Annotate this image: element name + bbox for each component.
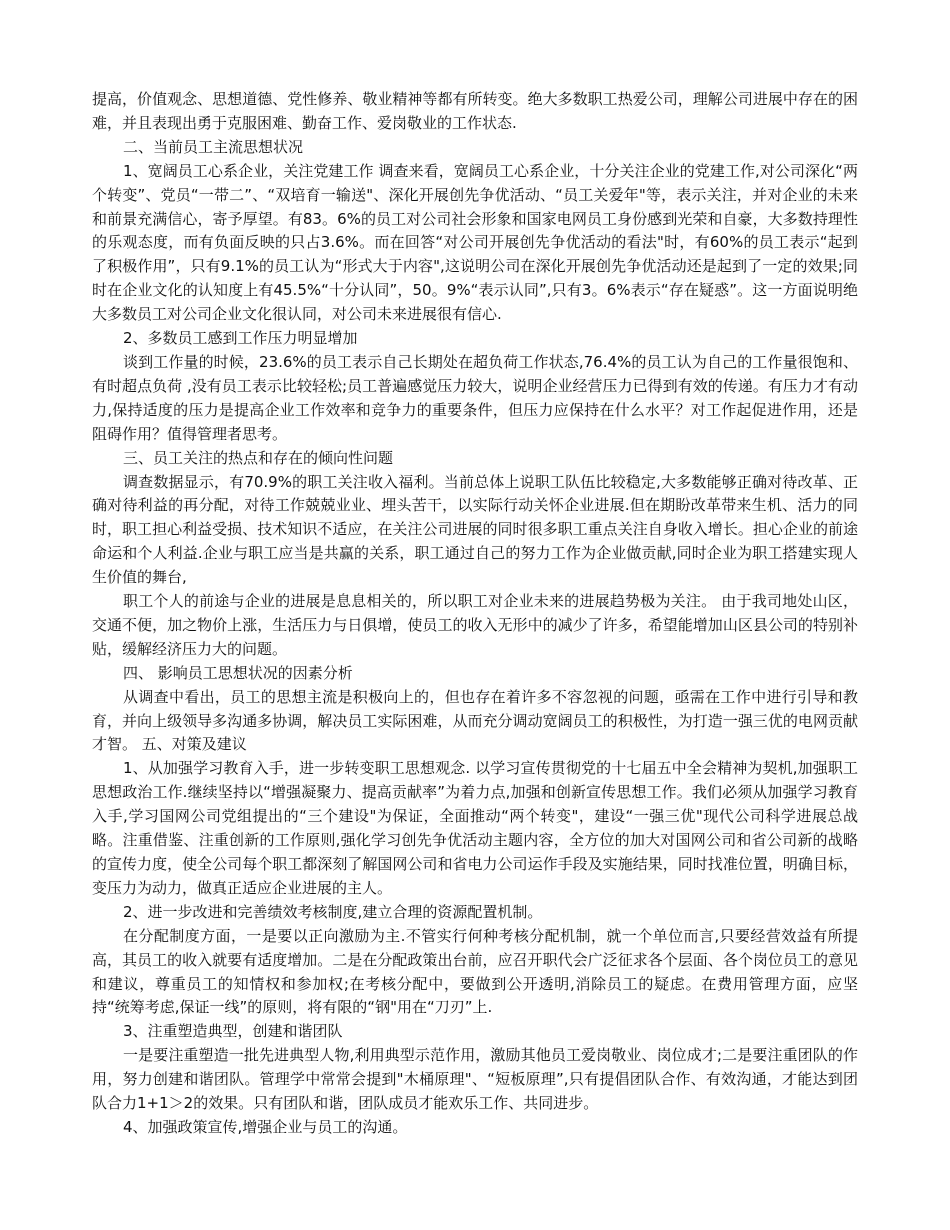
- paragraph-3-1: 调查数据显示，有70.9%的职工关注收入福利。当前总体上说职工队伍比较稳定,大多数能够正确对待改革、正确对待利益的再分配，对待工作兢兢业业、埋头苦干，以实际行动关怀企业进展.但在期盼改革带来生机、活力的同时，职工担心利益受损、技术知识不适应，在关注公司进展的同时很多职工重点关注自身收入增长。担心企业的前途命运和个人利益.企业与职工应当是共赢的关系，职工通过自己的努力工作为企业做贡献,同时企业为职工搭建实现人生价值的舞台,: [92, 472, 858, 587]
- section-heading-4: 四、 影响员工思想状况的因素分析: [123, 663, 353, 682]
- section-heading-3: 三、员工关注的热点和存在的倾向性问题: [123, 448, 394, 467]
- paragraph-5-2: 在分配制度方面，一是要以正向激励为主.不管实行何种考核分配机制，就一个单位而言,只要经营效益有所提高，其员工的收入就要有适度增加。二是在分配政策出台前，应召开职代会广泛征求各个层面、各个岗位员工的意见和建议，尊重员工的知情权和参加权;在考核分配中，要做到公开透明,消除员工的疑虑。在费用管理方面，应坚持“统筹考虑,保证一线”的原则，将有限的“钢"用在“刀刃”上.: [92, 926, 858, 1017]
- subheading-5-3: 3、注重塑造典型，创建和谐团队: [123, 1022, 343, 1041]
- paragraph-intro-continuation: 提高，价值观念、思想道德、党性修养、敬业精神等都有所转变。绝大多数职工热爱公司，理解公司进展中存在的困难，并且表现出勇于克服困难、勤奋工作、爱岗敬业的工作状态.: [92, 90, 858, 132]
- paragraph-2-1: 1、宽阔员工心系企业，关注党建工作 调查来看，宽阔员工心系企业，十分关注企业的党建工作,对公司深化“两个转变”、党员“一带二”、“双培育一输送"、深化开展创先争优活动、“员工关爱年"等，表示关注，并对企业的未来和前景充满信心，寄予厚望。有83。6%的员工对公司社会形象和国家电网员工身份感到光荣和自豪，大多数持理性的乐观态度，而有负面反映的只占3.6%。而在回答“对公司开展创先争优活动的看法"时，有60%的员工表示“起到了积极作用”，只有9.1%的员工认为“形式大于内容",这说明公司在深化开展创先争优活动还是起到了一定的效果;同时在企业文化的认知度上有45.5%“十分认同”，50。9%“表示认同”,只有3。6%表示“存在疑惑”。这一方面说明绝大多数员工对公司企业文化很认同，对公司未来进展很有信心.: [92, 161, 858, 324]
- paragraph-4-1: 从调查中看出，员工的思想主流是积极向上的，但也存在着许多不容忽视的问题，亟需在工作中进行引导和教育，并向上级领导多沟通多协调，解决员工实际困难，从而充分调动宽阔员工的积极性，为打造一强三优的电网贡献才智。 五、对策及建议: [92, 687, 858, 754]
- subheading-5-4: 4、加强政策宣传,增强企业与员工的沟通。: [123, 1117, 408, 1136]
- paragraph-5-3: 一是要注重塑造一批先进典型人物,利用典型示范作用，激励其他员工爱岗敬业、岗位成才;二是要注重团队的作用，努力创建和谐团队。管理学中常常会提到"木桶原理"、“短板原理”,只有提倡团队合作、有效沟通，才能达到团队合力1+1＞2的效果。只有团队和谐，团队成员才能欢乐工作、共同进步。: [92, 1046, 858, 1113]
- paragraph-3-2: 职工个人的前途与企业的进展是息息相关的，所以职工对企业未来的进展趋势极为关注。 由于我司地处山区，交通不便，加之物价上涨，生活压力与日俱增，使员工的收入无形中的减少了许多，希望能增加山区县公司的特别补贴，缓解经济压力大的问题。: [92, 592, 858, 658]
- subheading-2-2: 2、多数员工感到工作压力明显增加: [123, 329, 358, 348]
- paragraph-2-2: 谈到工作量的时候，23.6%的员工表示自己长期处在超负荷工作状态,76.4%的员工认为自己的工作量很饱和、有时超点负荷 ,没有员工表示比较轻松;员工普遍感觉压力较大，说明企业经营压力已得到有效的传递。有压力才有动力,保持适度的压力是提高企业工作效率和竞争力的重要条件，但压力应保持在什么水平？对工作起促进作用，还是阻碍作用？值得管理者思考。: [92, 352, 858, 443]
- section-heading-2: 二、当前员工主流思想状况: [123, 137, 304, 156]
- subheading-5-2: 2、进一步改进和完善绩效考核制度,建立合理的资源配置机制。: [123, 902, 543, 921]
- paragraph-5-1: 1、从加强学习教育入手，进一步转变职工思想观念. 以学习宣传贯彻党的十七届五中全会精神为契机,加强职工思想政治工作.继续坚持以“增强凝聚力、提高贡献率”为着力点,加强和创新宣传思想工作。我们必须从加强学习教育入手,学习国网公司党组提出的“三个建设"为保证，全面推动“两个转变"，建设“一强三优"现代公司科学进展总战略。注重借鉴、注重创新的工作原则,强化学习创先争优活动主题内容，全方位的加大对国网公司和省公司新的战略的宣传力度，使全公司每个职工都深刻了解国网公司和省电力公司运作手段及实施结果，同时找准位置，明确目标，变压力为动力，做真正适应企业进展的主人。: [92, 759, 858, 897]
